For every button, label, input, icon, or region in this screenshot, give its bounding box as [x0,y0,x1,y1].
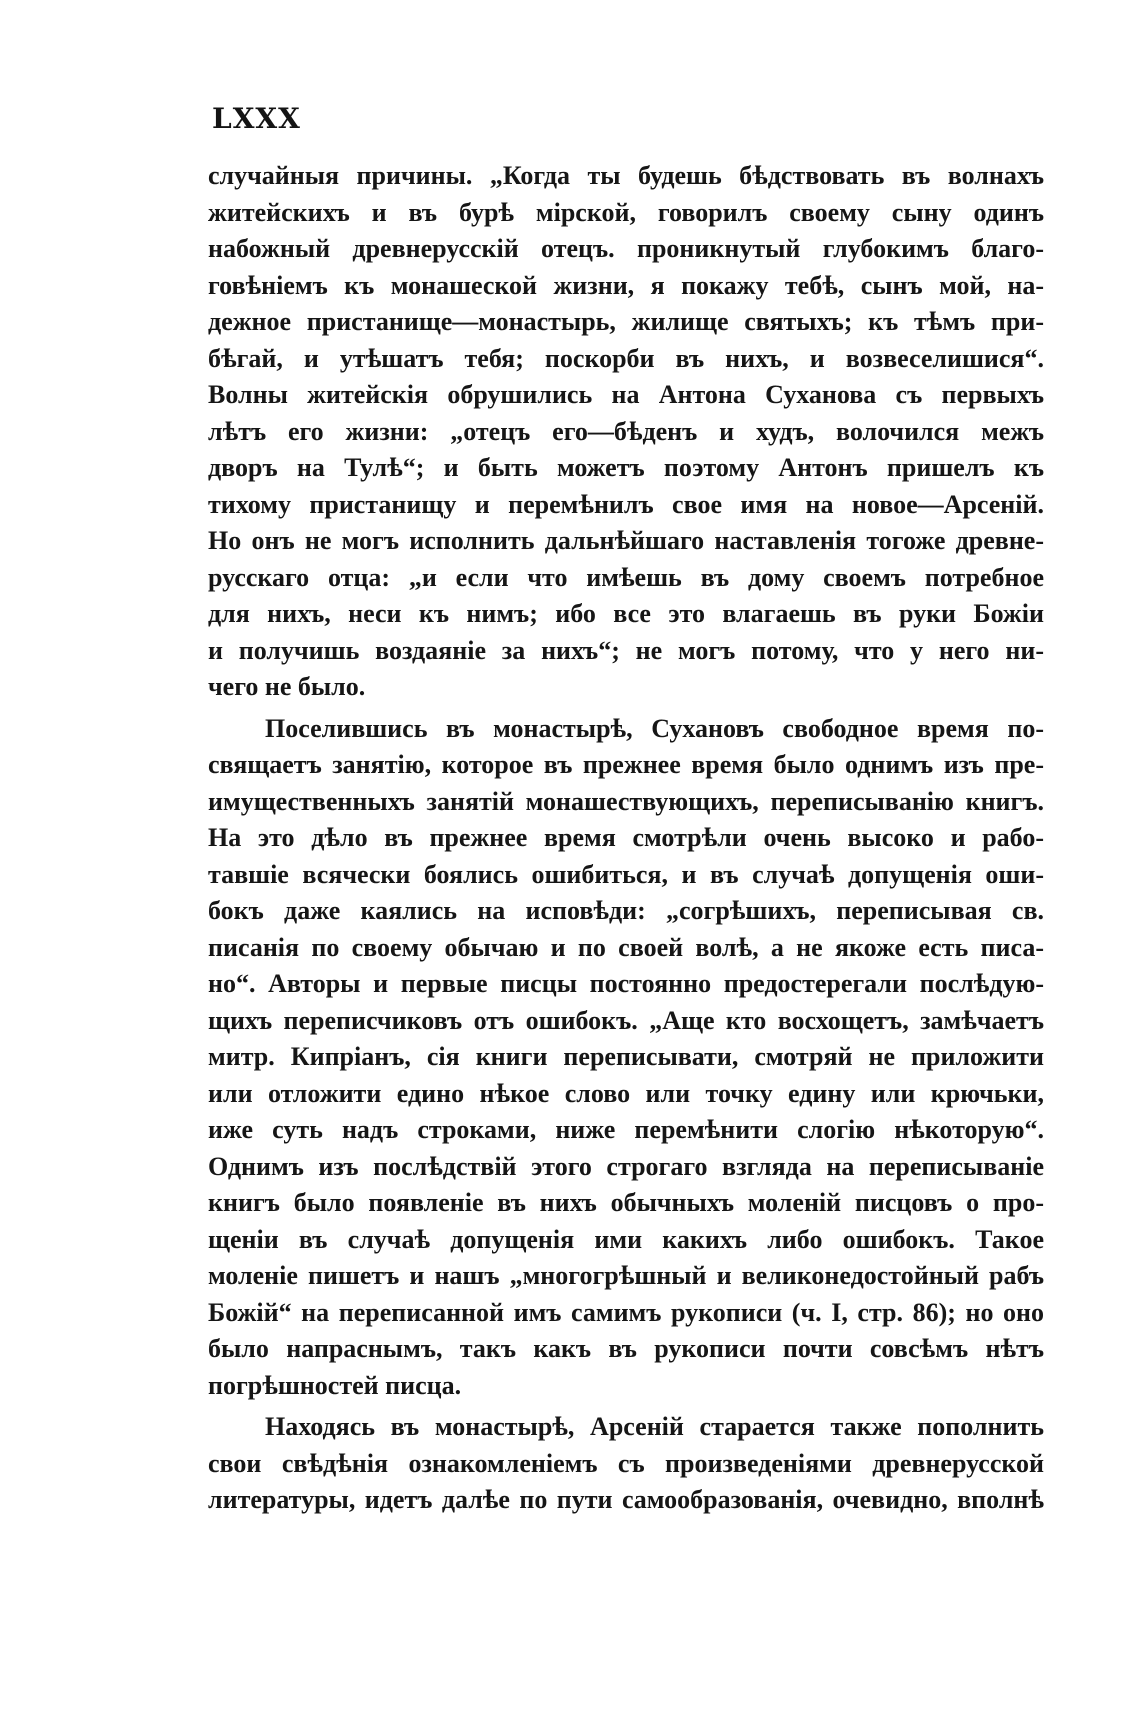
text-line: тихому пристанищу и перемѣнилъ свое имя на новое—Арсеній. [208,489,1044,519]
text-line: иже суть надъ строками, ниже перемѣнити слогію нѣкоторую“. [208,1115,1044,1144]
paragraph [208,158,1044,706]
text-line: Но онъ не могъ исполнить дальнѣйшаго наставленія тогоже древне- [208,526,1044,555]
text-line: чего не было. [208,672,366,701]
text-line: русскаго отца: „и если что имѣешь въ дому своемъ потребное [208,562,1044,592]
text-line: или отложити едино нѣкое слово или точку едину или крючьки, [208,1078,1044,1108]
text-line: щеніи въ случаѣ допущенія ими какихъ либо ошибокъ. Такое [208,1224,1044,1254]
text-line: было напраснымъ, такъ какъ въ рукописи почти совсѣмъ нѣтъ [208,1334,1044,1363]
text-line: имущественныхъ занятій монашествующихъ, переписыванію книгъ. [208,786,1044,816]
text-line: На это дѣло въ прежнее время смотрѣли очень высоко и рабо- [208,823,1044,852]
text-line: бокъ даже каялись на исповѣди: „согрѣшихъ, переписывая св. [208,896,1044,925]
text-line: Поселившись въ монастырѣ, Сухановъ свободное время по- [265,713,1044,743]
text-line: Однимъ изъ послѣдствій этого строгаго взгляда на переписываніе [208,1151,1044,1181]
text-line: для нихъ, неси къ нимъ; ибо все это влагаешь въ руки Божіи [208,599,1044,628]
text-line: дворъ на Тулѣ“; и быть можетъ поэтому Антонъ пришелъ къ [208,453,1044,482]
text-line: говѣніемъ къ монашеской жизни, я покажу тебѣ, сынъ мой, на- [208,270,1044,300]
text-line: щихъ переписчиковъ отъ ошибокъ. „Аще кто восхощетъ, замѣчаетъ [208,1005,1044,1035]
paragraph [208,1409,1044,1519]
text-line: бѣгай, и утѣшатъ тебя; поскорби въ нихъ, и возвеселишися“. [208,343,1044,373]
text-line: литературы, идетъ далѣе по пути самообразованія, очевидно, вполнѣ [208,1485,1044,1514]
text-line: свои свѣдѣнія ознакомленіемъ съ произведеніями древнерусской [208,1448,1044,1478]
page-number: LXXX [212,102,301,135]
text-line: и получишь воздаяніе за нихъ“; не могъ потому, что у него ни- [208,635,1044,665]
text-line: набожный древнерусскій отецъ. проникнутый глубокимъ благо- [208,234,1044,263]
text-line: Волны житейскія обрушились на Антона Суханова съ первыхъ [208,380,1044,409]
text-line: дежное пристанище—монастырь, жилище святыхъ; къ тѣмъ при- [208,307,1044,336]
text-line: погрѣшностей писца. [208,1370,462,1400]
text-line: тавшіе всячески боялись ошибиться, и въ случаѣ допущенія оши- [208,859,1044,889]
text-line: митр. Кипріанъ, сія книги переписывати, смотряй не приложити [208,1042,1044,1071]
text-line: Божій“ на переписанной имъ самимъ рукописи (ч. I, стр. 86); но оно [208,1297,1044,1327]
paragraph [208,711,1044,1405]
text-line: Находясь въ монастырѣ, Арсеній старается также пополнить [265,1412,1044,1441]
text-line: но“. Авторы и первые писцы постоянно предостерегали послѣдую- [208,969,1044,998]
text-line: житейскихъ и въ бурѣ мірской, говорилъ своему сыну одинъ [208,197,1044,227]
text-line: моленіе пишетъ и нашъ „многогрѣшный и великонедостойный рабъ [208,1261,1044,1290]
body-text [208,158,1044,1519]
text-line: лѣтъ его жизни: „отецъ его—бѣденъ и худъ, волочился межъ [208,416,1044,446]
text-line: случайныя причины. „Когда ты будешь бѣдствовать въ волнахъ [208,161,1044,190]
text-line: книгъ было появленіе въ нихъ обычныхъ моленій писцовъ о про- [208,1188,1044,1217]
text-line: писанія по своему обычаю и по своей волѣ, а не якоже есть писа- [208,932,1044,962]
text-line: свящаетъ занятію, которое въ прежнее время было однимъ изъ пре- [208,750,1044,779]
